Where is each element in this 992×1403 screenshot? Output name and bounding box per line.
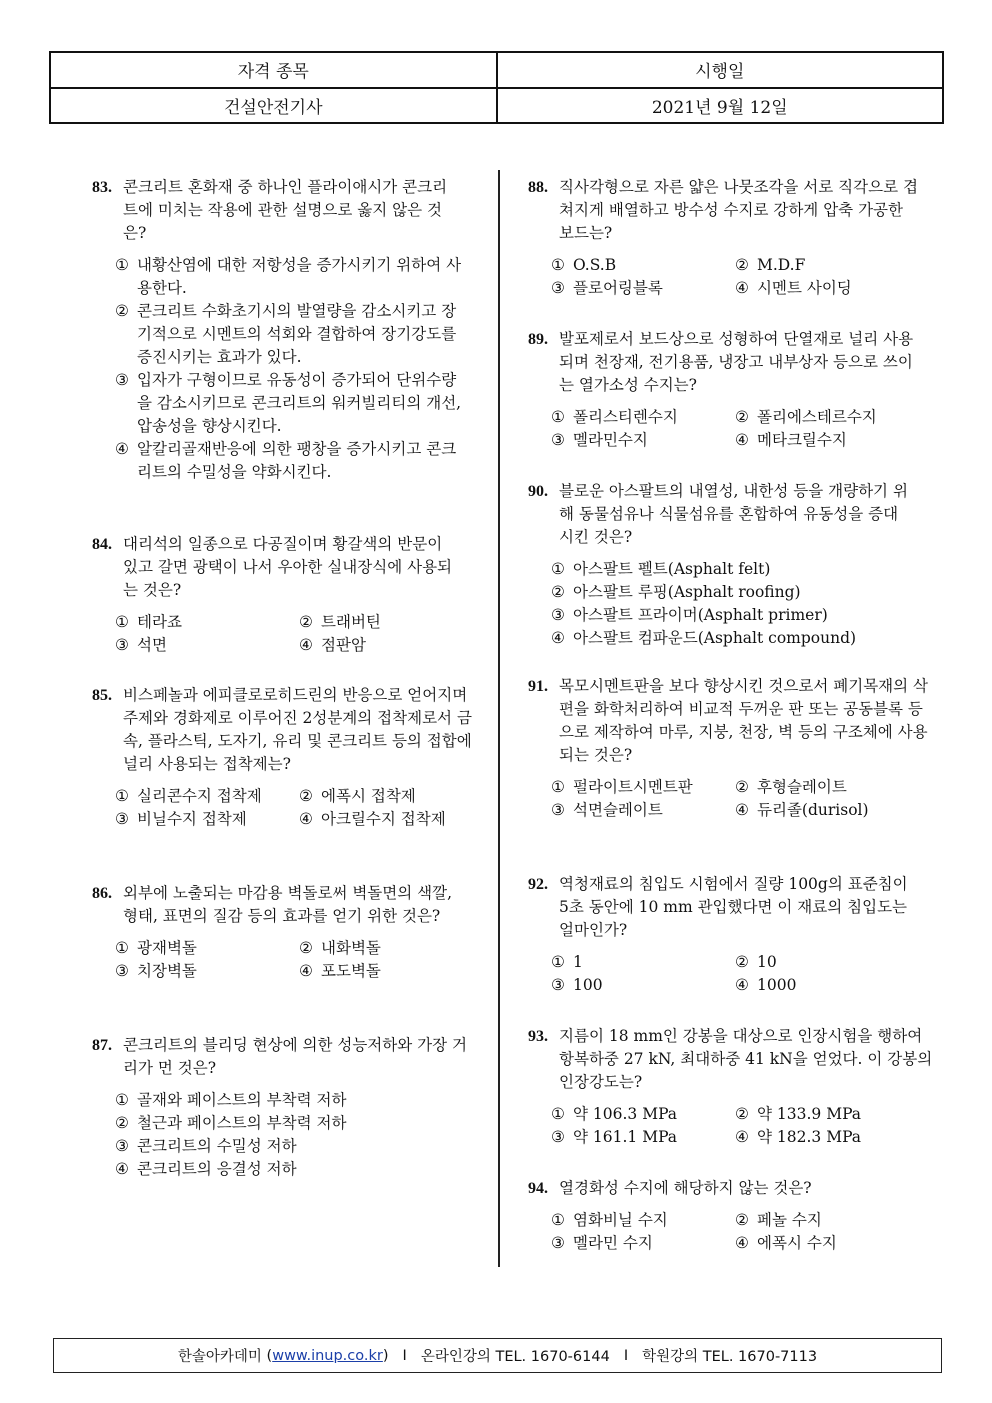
website-link[interactable]: www.inup.co.kr <box>272 1347 383 1364</box>
question-number: 88. <box>528 179 548 196</box>
option-3: ③ 플로어링블록 <box>551 279 663 297</box>
option-2: ② 페놀 수지 <box>735 1211 822 1229</box>
exam-date-value: 2021년 9월 12일 <box>497 88 944 124</box>
question-90 <box>528 480 908 650</box>
option-2: ② 에폭시 접착제 <box>299 787 416 805</box>
option-2: ② 10 <box>735 953 777 971</box>
question-87 <box>92 1034 467 1181</box>
option-1: ① 펄라이트시멘트판 <box>551 778 693 796</box>
question-89 <box>528 328 914 452</box>
offline-phone: 학원강의 TEL. 1670-7113 <box>642 1349 818 1365</box>
question-stem: 역청재료의 침입도 시험에서 질량 100g의 표준침이 5초 동안에 10 mm 관입했다면 이 재료의 침입도는 얼마인가? <box>559 875 908 939</box>
option-3: ③ 100 <box>551 976 603 994</box>
option-3: ③ 약 161.1 MPa <box>551 1128 678 1146</box>
option-1: ① 약 106.3 MPa <box>551 1105 678 1123</box>
option-4: ④ 콘크리트의 응결성 저하 <box>115 1160 297 1178</box>
option-1: ① 광재벽돌 <box>115 939 197 957</box>
qualification-label: 자격 종목 <box>50 52 497 88</box>
question-number: 89. <box>528 331 548 348</box>
option-1: ① 1 <box>551 953 583 971</box>
question-stem: 블로운 아스팔트의 내열성, 내한성 등을 개량하기 위해 동물섬유나 식물섬유를 혼합하여 유동성을 증대시킨 것은? <box>559 482 908 546</box>
question-stem: 콘크리트의 블리딩 현상에 의한 성능저하와 가장 거리가 먼 것은? <box>123 1036 467 1077</box>
option-1: ① 폴리스티렌수지 <box>551 408 678 426</box>
option-4: ④ 아크릴수지 접착제 <box>299 810 446 828</box>
option-3: ③ 석면 <box>115 636 167 654</box>
separator: I <box>402 1347 407 1364</box>
question-number: 90. <box>528 483 548 500</box>
question-stem: 비스페놀과 에피클로로히드린의 반응으로 얻어지며 주제와 경화제로 이루어진 2성분계의 접착제로서 금속, 플라스틱, 도자기, 유리 및 콘크리트 등의 접합에 널리 사용되는 접착제는? <box>123 686 472 773</box>
separator: I <box>623 1347 629 1364</box>
option-4: ④ 포도벽돌 <box>299 962 381 980</box>
question-number: 92. <box>528 876 548 893</box>
option-2: ② 철근과 페이스트의 부착력 저하 <box>115 1114 347 1132</box>
option-3: ③ 콘크리트의 수밀성 저하 <box>115 1137 297 1155</box>
option-3: ③ 아스팔트 프라이머(Asphalt primer) <box>551 606 828 624</box>
option-3: ③ 비닐수지 접착제 <box>115 810 247 828</box>
option-4: ④ 1000 <box>735 976 797 994</box>
question-stem: 대리석의 일종으로 다공질이며 황갈색의 반문이 있고 갈면 광택이 나서 우아한 실내장식에 사용되는 것은? <box>123 535 453 599</box>
question-92 <box>528 873 908 997</box>
option-1: ① 염화비닐 수지 <box>551 1211 668 1229</box>
question-stem: 목모시멘트판을 보다 향상시킨 것으로서 폐기목재의 삭편을 화학처리하여 비교적 두꺼운 판 또는 공동블록 등으로 제작하여 마루, 지붕, 천장, 벽 등의 구조체에 사용되는 것은? <box>559 677 929 764</box>
option-4: ④ 점판암 <box>299 636 366 654</box>
question-number: 91. <box>528 678 548 695</box>
question-83 <box>92 176 462 484</box>
question-stem: 열경화성 수지에 해당하지 않는 것은? <box>559 1179 812 1197</box>
question-88 <box>528 176 918 300</box>
question-number: 86. <box>92 885 112 902</box>
option-3: ③ 석면슬레이트 <box>551 801 663 819</box>
footer-bar: 한솔아카데미 ( www.inup.co.kr ) I 온라인강의 TEL. 1670-6144 I 학원강의 TEL. 1670-7113 <box>53 1338 942 1373</box>
exam-date-label: 시행일 <box>497 52 944 88</box>
option-1: ① O.S.B <box>551 256 617 274</box>
question-stem: 직사각형으로 자른 얇은 나뭇조각을 서로 직각으로 겹쳐지게 배열하고 방수성 수지로 강하게 압축 가공한 보드는? <box>559 178 918 242</box>
question-84 <box>92 533 462 657</box>
option-4: ④ 시멘트 사이딩 <box>735 279 852 297</box>
option-2: ② 폴리에스테르수지 <box>735 408 877 426</box>
option-1: ① 실리콘수지 접착제 <box>115 787 262 805</box>
option-3: ③ 입자가 구형이므로 유동성이 증가되어 단위수량을 감소시키므로 콘크리트의 워커빌리티의 개선, 압송성을 향상시킨다. <box>115 371 462 435</box>
option-4: ④ 약 182.3 MPa <box>735 1128 862 1146</box>
question-stem: 발포제로서 보드상으로 성형하여 단열재로 널리 사용되며 천장재, 전기용품, 냉장고 내부상자 등으로 쓰이는 열가소성 수지는? <box>559 330 914 394</box>
question-number: 94. <box>528 1180 548 1197</box>
option-3: ③ 치장벽돌 <box>115 962 197 980</box>
option-1: ① 내황산염에 대한 저항성을 증가시키기 위하여 사용한다. <box>115 256 462 297</box>
column-divider <box>498 170 500 1267</box>
option-2: ② 내화벽돌 <box>299 939 381 957</box>
option-2: ② M.D.F <box>735 256 806 274</box>
question-number: 83. <box>92 179 112 196</box>
question-number: 85. <box>92 687 112 704</box>
question-85 <box>92 684 472 831</box>
option-3: ③ 멜라민수지 <box>551 431 648 449</box>
question-94 <box>528 1177 908 1255</box>
option-4: ④ 에폭시 수지 <box>735 1234 837 1252</box>
question-stem: 콘크리트 혼화재 중 하나인 플라이애시가 콘크리트에 미치는 작용에 관한 설명으로 옳지 않은 것은? <box>123 178 448 242</box>
option-2: ② 트래버틴 <box>299 613 381 631</box>
option-2: ② 아스팔트 루핑(Asphalt roofing) <box>551 583 801 601</box>
option-4: ④ 듀리졸(durisol) <box>735 801 869 819</box>
question-number: 87. <box>92 1037 112 1054</box>
option-1: ① 테라죠 <box>115 613 182 631</box>
question-stem: 지름이 18 mm인 강봉을 대상으로 인장시험을 행하여 항복하중 27 kN, 최대하중 41 kN을 얻었다. 이 강봉의 인장강도는? <box>559 1027 933 1091</box>
question-86 <box>92 882 462 983</box>
option-2: ② 콘크리트 수화초기시의 발열량을 감소시키고 장기적으로 시멘트의 석회와 결합하여 장기강도를 증진시키는 효과가 있다. <box>115 302 457 366</box>
option-1: ① 골재와 페이스트의 부착력 저하 <box>115 1091 347 1109</box>
option-2: ② 약 133.9 MPa <box>735 1105 862 1123</box>
option-1: ① 아스팔트 펠트(Asphalt felt) <box>551 560 771 578</box>
online-phone: 온라인강의 TEL. 1670-6144 <box>420 1349 610 1365</box>
question-91 <box>528 675 929 822</box>
question-93 <box>528 1025 933 1149</box>
question-stem: 외부에 노출되는 마감용 벽돌로써 벽돌면의 색깔, 형태, 표면의 질감 등의 효과를 얻기 위한 것은? <box>123 884 453 925</box>
academy-name: 한솔아카데미 <box>177 1349 262 1365</box>
option-4: ④ 아스팔트 컴파운드(Asphalt compound) <box>551 629 857 647</box>
option-4: ④ 알칼리골재반응에 의한 팽창을 증가시키고 콘크리트의 수밀성을 약화시킨다. <box>115 440 457 481</box>
qualification-value: 건설안전기사 <box>50 88 497 124</box>
option-2: ② 후형슬레이트 <box>735 778 847 796</box>
option-3: ③ 멜라민 수지 <box>551 1234 653 1252</box>
question-number: 93. <box>528 1028 548 1045</box>
question-number: 84. <box>92 536 112 553</box>
exam-info-table <box>49 51 944 124</box>
option-4: ④ 메타크릴수지 <box>735 431 847 449</box>
